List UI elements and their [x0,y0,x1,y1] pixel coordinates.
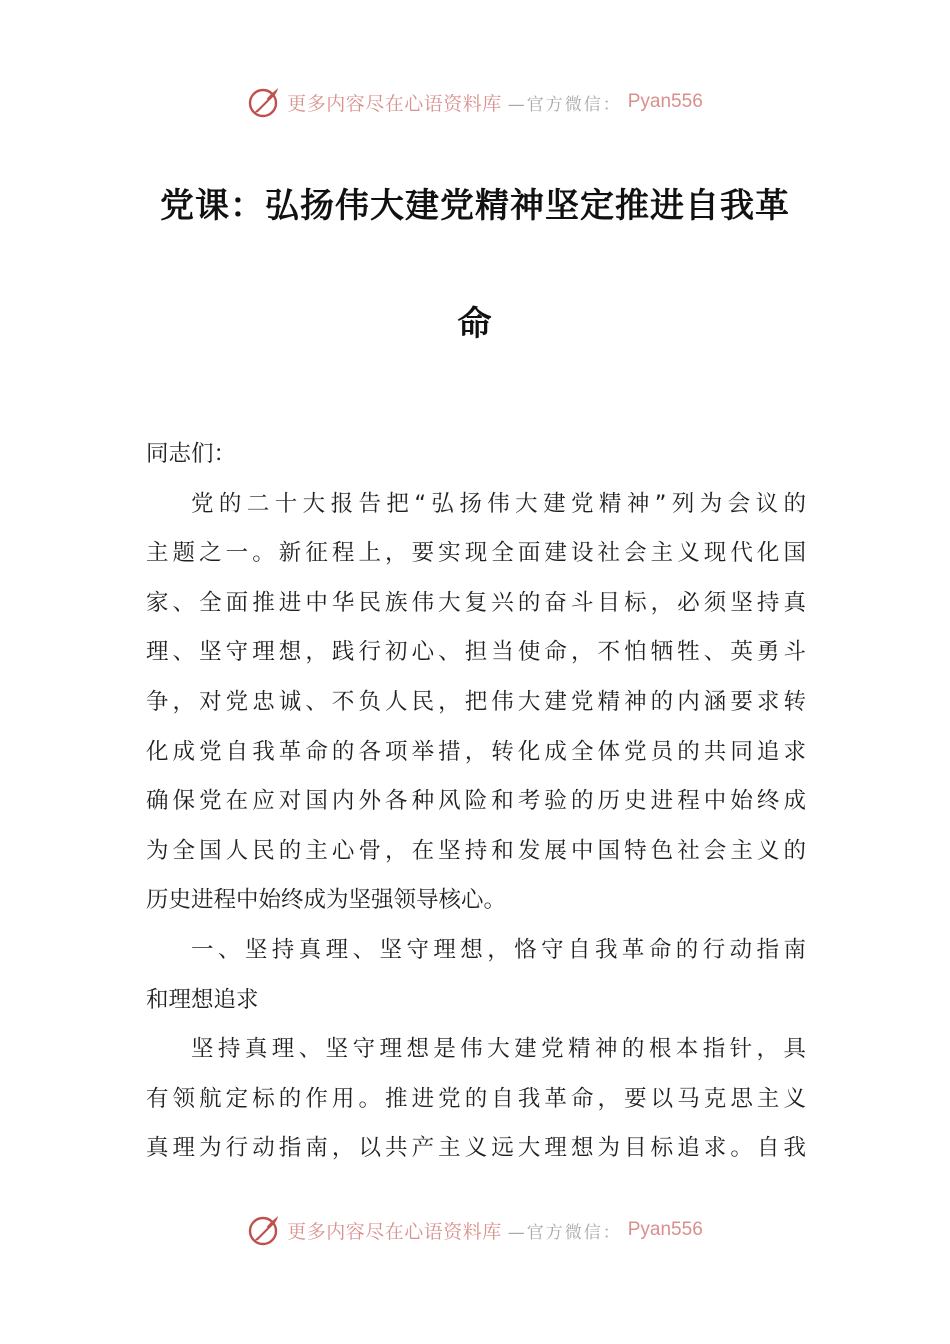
document-body [146,430,806,1174]
body-line: 争，对党忠诚、不负人民，把伟大建党精神的内涵要求转 [146,688,806,715]
body-line: 确保党在应对国内外各种风险和考验的历史进程中始终成 [146,788,806,815]
section-heading-line: 一、坚持真理、坚守理想，恪守自我革命的行动指南 [191,936,806,963]
body-line: 党的二十大报告把“弘扬伟大建党精神”列为会议的 [191,490,806,517]
body-line: 有领航定标的作用。推进党的自我革命，要以马克思主义 [146,1085,806,1112]
body-line: 坚持真理、坚守理想是伟大建党精神的根本指针，具 [191,1036,806,1063]
header-banner [0,84,950,120]
body-line: 化成党自我革命的各项举措，转化成全体党员的共同追求 [146,738,806,765]
body-line: 理、坚守理想，践行初心、担当使命，不怕牺牲、英勇斗 [146,639,806,666]
section-heading-line: 和理想追求 [146,986,259,1013]
document-title-line-1: 党课：弘扬伟大建党精神坚定推进自我革 [160,186,790,226]
banner-official-text: —官方微信： [507,94,622,115]
salutation: 同志们： [146,441,237,467]
body-line: 为全国人民的主心骨，在坚持和发展中国特色社会主义的 [146,837,806,864]
banner-site-text: 更多内容尽在心语资料库 [287,92,502,115]
footer-banner [0,1212,950,1248]
banner-wechat-id: Pyan556 [627,1219,703,1240]
banner-site-text: 更多内容尽在心语资料库 [287,1220,502,1243]
banner-official-text: —官方微信： [507,1222,622,1243]
body-line: 真理为行动指南，以共产主义远大理想为目标追求。自我 [146,1135,806,1162]
document-title-line-2: 命 [457,304,493,344]
body-line: 历史进程中始终成为坚强领导核心。 [146,887,507,914]
body-line: 家、全面推进中华民族伟大复兴的奋斗目标，必须坚持真 [146,589,806,616]
quill-logo-icon [247,85,281,119]
quill-logo-icon [247,1213,281,1247]
body-line: 主题之一。新征程上，要实现全面建设社会主义现代化国 [146,540,806,567]
banner-wechat-id: Pyan556 [627,91,703,112]
